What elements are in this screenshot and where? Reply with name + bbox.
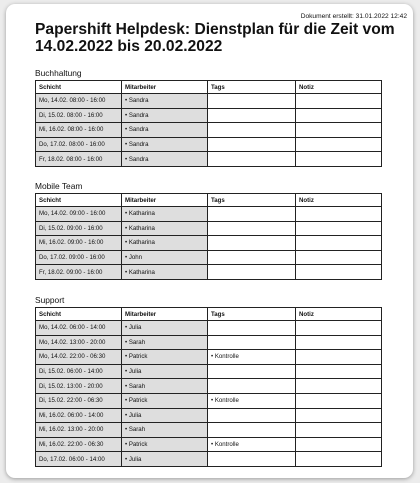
page-title: Papershift Helpdesk: Dienstplan für die Zeit vom 14.02.2022 bis 20.02.2022: [35, 21, 395, 55]
schedule-table: [35, 80, 382, 167]
section-title: Buchhaltung: [35, 68, 82, 78]
cell-shift: Mi, 16.02. 22:00 - 06:30: [36, 437, 122, 452]
cell-shift: Di, 15.02. 13:00 - 20:00: [36, 379, 122, 394]
cell-tags: [208, 408, 296, 423]
cell-note: [296, 437, 382, 452]
cell-shift: Mo, 14.02. 22:00 - 06:30: [36, 350, 122, 365]
table-row: [36, 94, 382, 109]
cell-tags: • Kontrolle: [208, 393, 296, 408]
cell-shift: Di, 15.02. 22:00 - 06:30: [36, 393, 122, 408]
column-header-note: Notiz: [296, 81, 382, 94]
cell-tags: [208, 423, 296, 438]
cell-tags: [208, 108, 296, 123]
column-header-employee: Mitarbeiter: [122, 194, 208, 207]
cell-note: [296, 137, 382, 152]
column-header-note: Notiz: [296, 308, 382, 321]
cell-tags: [208, 250, 296, 265]
cell-note: [296, 265, 382, 280]
cell-employee: • Sarah: [122, 379, 208, 394]
table-row: [36, 393, 382, 408]
schedule-table: [35, 193, 382, 280]
cell-shift: Di, 15.02. 08:00 - 16:00: [36, 108, 122, 123]
table-row: [36, 335, 382, 350]
cell-tags: [208, 94, 296, 109]
cell-employee: • Julia: [122, 452, 208, 467]
cell-tags: [208, 137, 296, 152]
cell-shift: Mi, 16.02. 08:00 - 16:00: [36, 123, 122, 138]
cell-employee: • Katharina: [122, 207, 208, 222]
cell-employee: • Sandra: [122, 152, 208, 167]
cell-employee: • Julia: [122, 364, 208, 379]
cell-shift: Mi, 16.02. 06:00 - 14:00: [36, 408, 122, 423]
cell-employee: • Sandra: [122, 94, 208, 109]
cell-tags: • Kontrolle: [208, 350, 296, 365]
cell-shift: Di, 15.02. 09:00 - 16:00: [36, 221, 122, 236]
cell-shift: Fr, 18.02. 08:00 - 16:00: [36, 152, 122, 167]
column-header-note: Notiz: [296, 194, 382, 207]
table-row: [36, 364, 382, 379]
cell-tags: [208, 321, 296, 336]
table-row: [36, 408, 382, 423]
table-row: [36, 321, 382, 336]
schedule-table: [35, 307, 382, 467]
table-header-row: [36, 81, 382, 94]
cell-shift: Mo, 14.02. 08:00 - 16:00: [36, 94, 122, 109]
table-row: [36, 207, 382, 222]
cell-employee: • John: [122, 250, 208, 265]
cell-employee: • Patrick: [122, 393, 208, 408]
cell-shift: Do, 17.02. 08:00 - 16:00: [36, 137, 122, 152]
cell-tags: [208, 265, 296, 280]
column-header-tags: Tags: [208, 194, 296, 207]
cell-note: [296, 379, 382, 394]
cell-note: [296, 321, 382, 336]
section-title: Support: [35, 295, 65, 305]
cell-note: [296, 152, 382, 167]
cell-shift: Di, 15.02. 06:00 - 14:00: [36, 364, 122, 379]
cell-employee: • Katharina: [122, 265, 208, 280]
cell-employee: • Katharina: [122, 236, 208, 251]
cell-note: [296, 408, 382, 423]
table-row: [36, 423, 382, 438]
cell-note: [296, 423, 382, 438]
cell-employee: • Sarah: [122, 423, 208, 438]
cell-note: [296, 123, 382, 138]
cell-shift: Do, 17.02. 09:00 - 16:00: [36, 250, 122, 265]
cell-tags: • Kontrolle: [208, 437, 296, 452]
cell-employee: • Patrick: [122, 437, 208, 452]
column-header-tags: Tags: [208, 308, 296, 321]
table-row: [36, 221, 382, 236]
table-header-row: [36, 194, 382, 207]
cell-tags: [208, 123, 296, 138]
cell-shift: Do, 17.02. 06:00 - 14:00: [36, 452, 122, 467]
cell-employee: • Katharina: [122, 221, 208, 236]
table-row: [36, 350, 382, 365]
table-row: [36, 137, 382, 152]
column-header-shift: Schicht: [36, 194, 122, 207]
cell-note: [296, 452, 382, 467]
cell-employee: • Sandra: [122, 137, 208, 152]
table-row: [36, 250, 382, 265]
cell-note: [296, 236, 382, 251]
cell-note: [296, 207, 382, 222]
cell-note: [296, 350, 382, 365]
table-row: [36, 108, 382, 123]
cell-note: [296, 221, 382, 236]
column-header-shift: Schicht: [36, 308, 122, 321]
section-buchhaltung: [35, 68, 381, 167]
cell-employee: • Sarah: [122, 335, 208, 350]
cell-tags: [208, 236, 296, 251]
table-row: [36, 152, 382, 167]
table-row: [36, 379, 382, 394]
cell-shift: Mo, 14.02. 09:00 - 16:00: [36, 207, 122, 222]
cell-note: [296, 335, 382, 350]
cell-employee: • Julia: [122, 321, 208, 336]
cell-note: [296, 108, 382, 123]
table-row: [36, 437, 382, 452]
cell-shift: Mo, 14.02. 06:00 - 14:00: [36, 321, 122, 336]
table-row: [36, 123, 382, 138]
cell-tags: [208, 379, 296, 394]
cell-note: [296, 393, 382, 408]
cell-shift: Mi, 16.02. 09:00 - 16:00: [36, 236, 122, 251]
cell-employee: • Patrick: [122, 350, 208, 365]
table-row: [36, 452, 382, 467]
cell-tags: [208, 364, 296, 379]
column-header-employee: Mitarbeiter: [122, 308, 208, 321]
section-mobile-team: [35, 181, 381, 280]
cell-tags: [208, 207, 296, 222]
cell-tags: [208, 335, 296, 350]
cell-shift: Mo, 14.02. 13:00 - 20:00: [36, 335, 122, 350]
cell-employee: • Sandra: [122, 108, 208, 123]
section-title: Mobile Team: [35, 181, 83, 191]
table-row: [36, 236, 382, 251]
column-header-shift: Schicht: [36, 81, 122, 94]
cell-tags: [208, 221, 296, 236]
cell-shift: Fr, 18.02. 09:00 - 16:00: [36, 265, 122, 280]
section-support: [35, 295, 381, 467]
cell-employee: • Julia: [122, 408, 208, 423]
cell-shift: Mi, 16.02. 13:00 - 20:00: [36, 423, 122, 438]
cell-note: [296, 250, 382, 265]
table-header-row: [36, 308, 382, 321]
column-header-employee: Mitarbeiter: [122, 81, 208, 94]
cell-employee: • Sandra: [122, 123, 208, 138]
cell-note: [296, 364, 382, 379]
cell-tags: [208, 452, 296, 467]
table-row: [36, 265, 382, 280]
cell-tags: [208, 152, 296, 167]
document-page: [6, 4, 413, 478]
column-header-tags: Tags: [208, 81, 296, 94]
created-timestamp: Dokument erstellt: 31.01.2022 12:42: [300, 13, 407, 20]
cell-note: [296, 94, 382, 109]
